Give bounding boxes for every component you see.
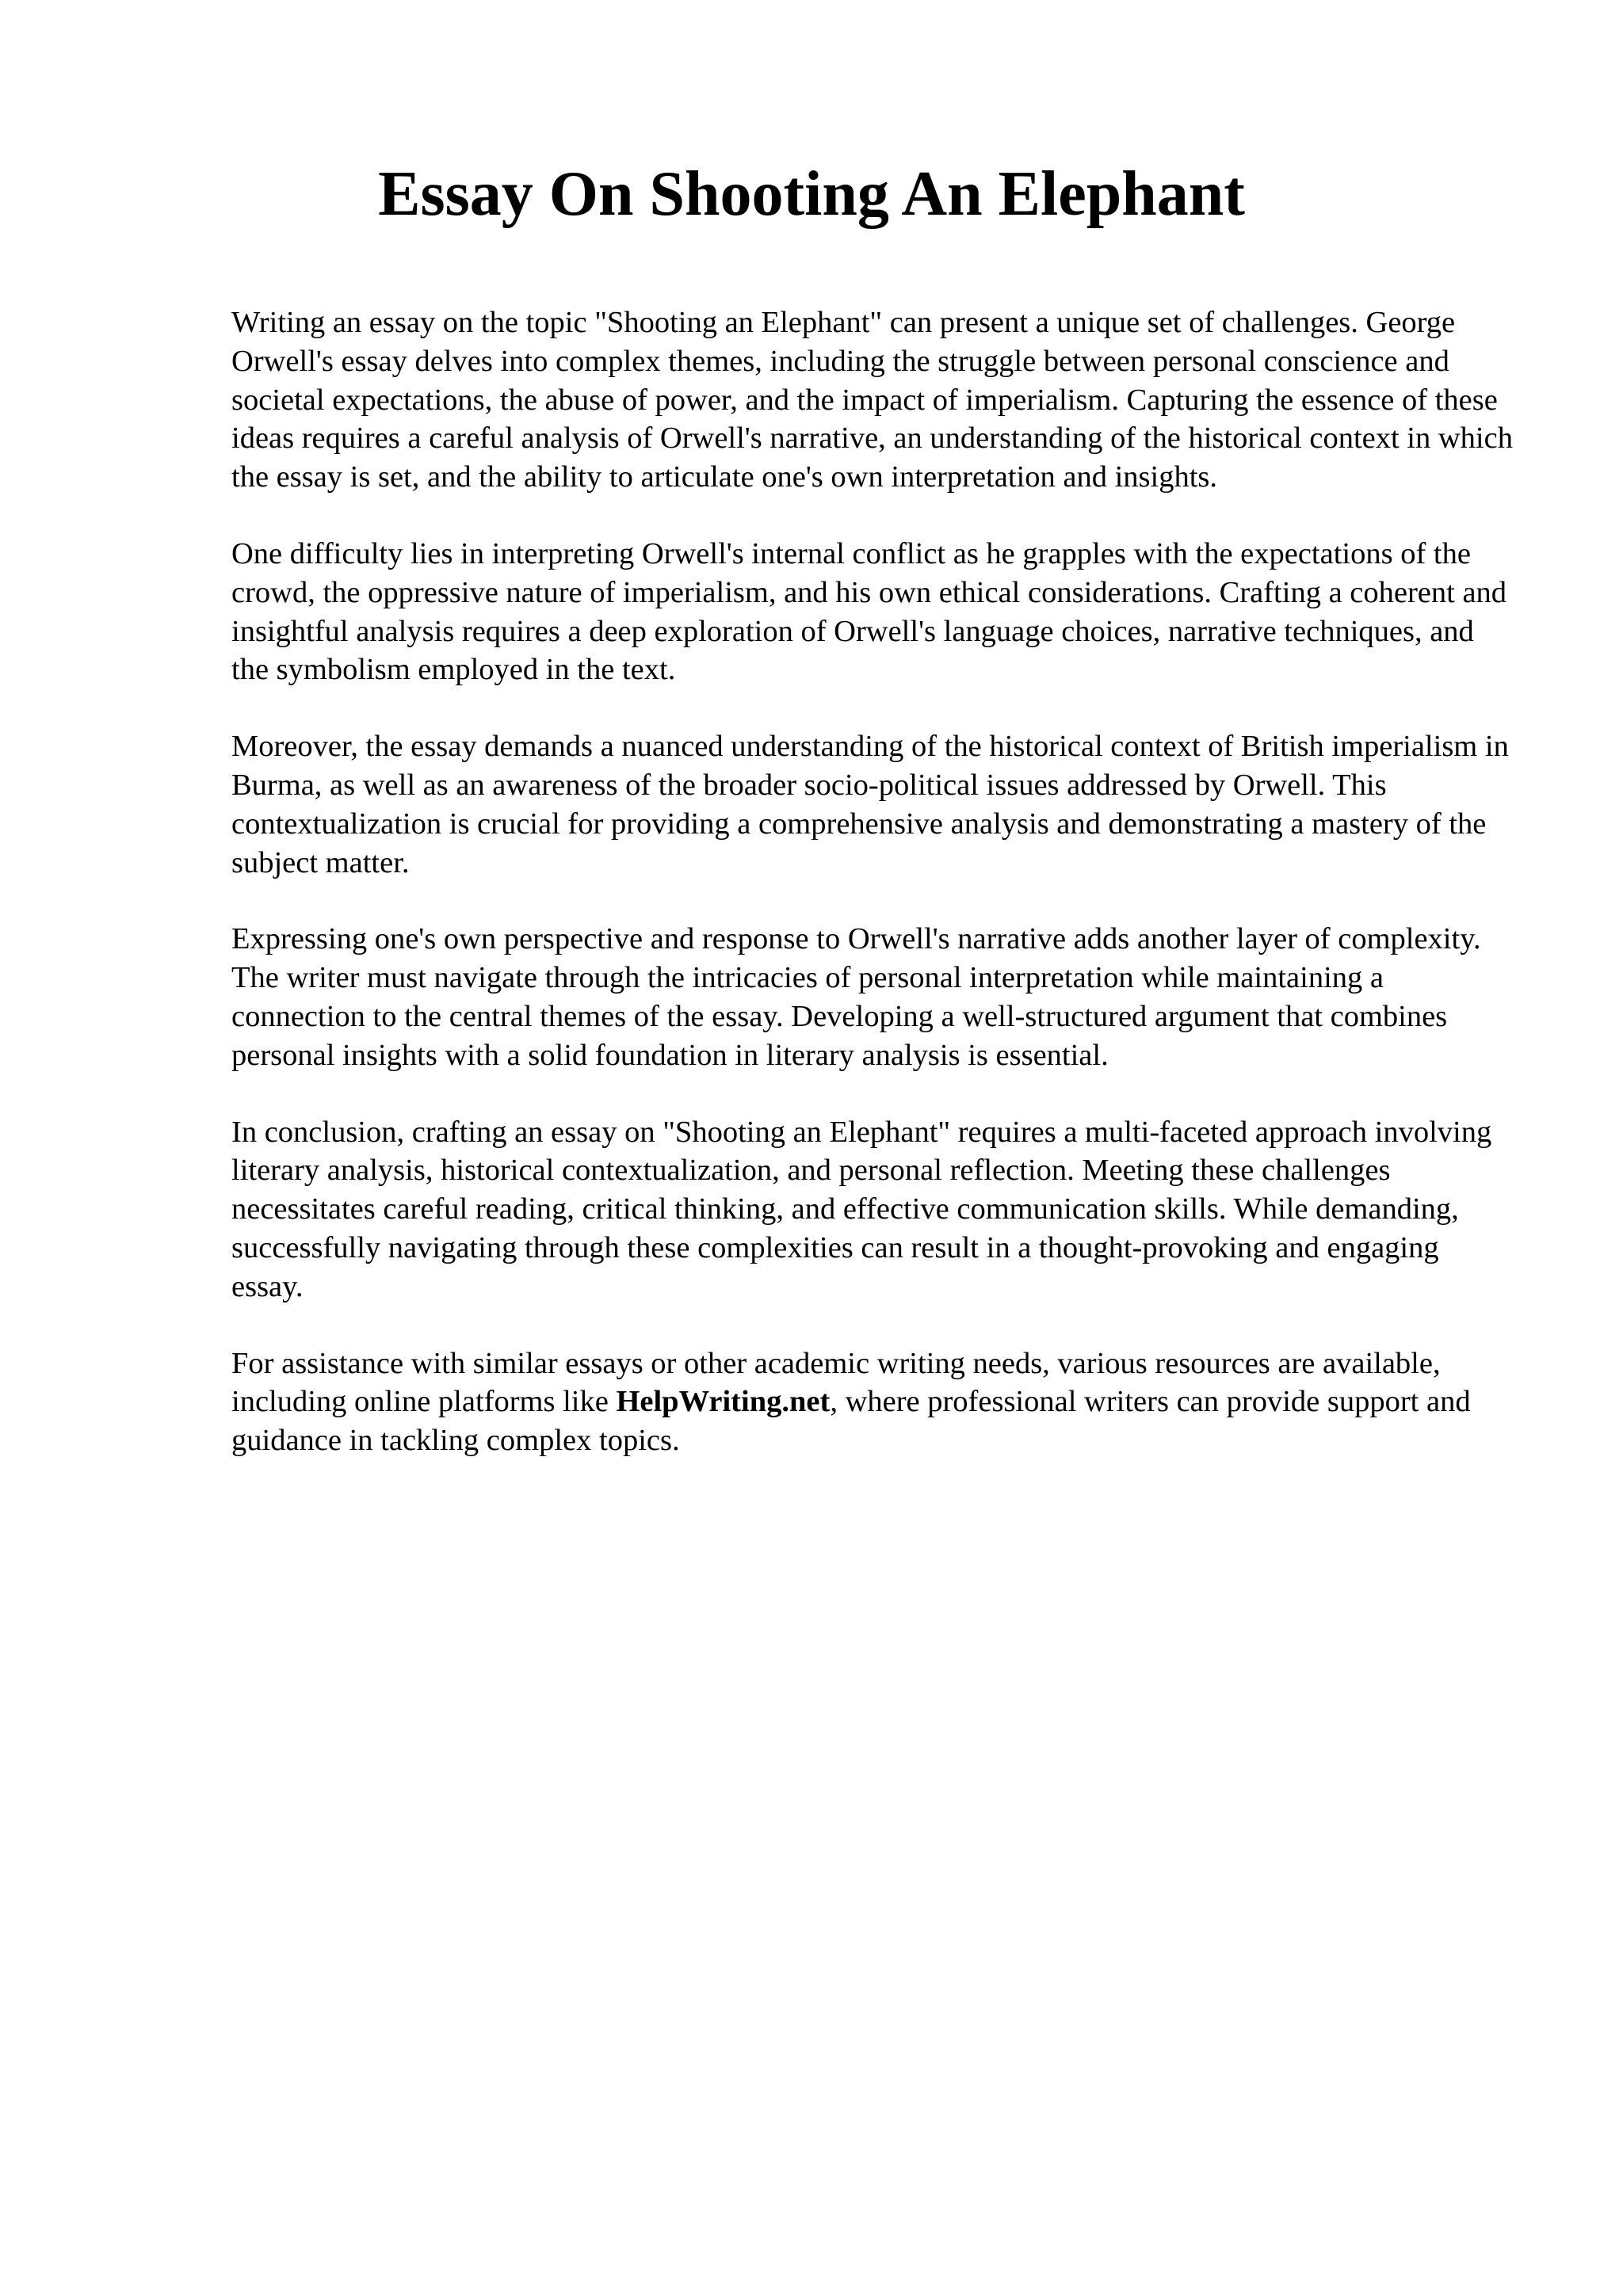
paragraph-2: One difficulty lies in interpreting Orwell's internal conflict as he grapples with the expectations of the crowd, the oppressive nature of imperialism, and his own ethical considerations. Crafting a coherent and insightful analysis requires a deep exploration of Orwell's language choices, narrative techniques, and the symbolism employed in the text.: [231, 536, 1507, 687]
paragraph-1: Writing an essay on the topic "Shooting an Elephant" can present a unique set of challenges. George Orwell's essay delves into complex themes, including the struggle between personal conscience and societal expectations, the abuse of power, and the impact of imperialism. Capturing the essence of these ideas requires a careful analysis of Orwell's narrative, an understanding of the historical context in which the essay is set, and the ability to articulate one's own interpretation and insights.: [231, 306, 1513, 494]
closing-text-before: For assistance with similar essays or other academic writing needs, various resources are available, including online platforms like: [231, 1346, 1441, 1419]
document-body: [231, 303, 1515, 1498]
document-title: Essay On Shooting An Elephant: [378, 159, 1245, 229]
helpwriting-brand-link[interactable]: HelpWriting.net: [616, 1385, 831, 1419]
paragraph-closing: [231, 1344, 1515, 1460]
paragraph-5: In conclusion, crafting an essay on "Shooting an Elephant" requires a multi-faceted approach involving literary analysis, historical contextualization, and personal reflection. Meeting these challenges necessitates careful reading, critical thinking, and effective communication skills. While demanding, successfully navigating through these complexities can result in a thought-provoking and engaging essay.: [231, 1115, 1492, 1303]
paragraph-3: Moreover, the essay demands a nuanced understanding of the historical context of British imperialism in Burma, as well as an awareness of the broader socio-political issues addressed by Orwell. This contextualization is crucial for providing a comprehensive analysis and demonstrating a mastery of the subject matter.: [231, 730, 1509, 879]
paragraph-4: Expressing one's own perspective and response to Orwell's narrative adds another layer of complexity. The writer must navigate through the intricacies of personal interpretation while maintaining a connection to the central themes of the essay. Developing a well-structured argument that combines personal insights with a solid foundation in literary analysis is essential.: [231, 922, 1481, 1072]
closing-text-after: , where professional writers can provide support and guidance in tackling complex topics.: [231, 1385, 1471, 1458]
